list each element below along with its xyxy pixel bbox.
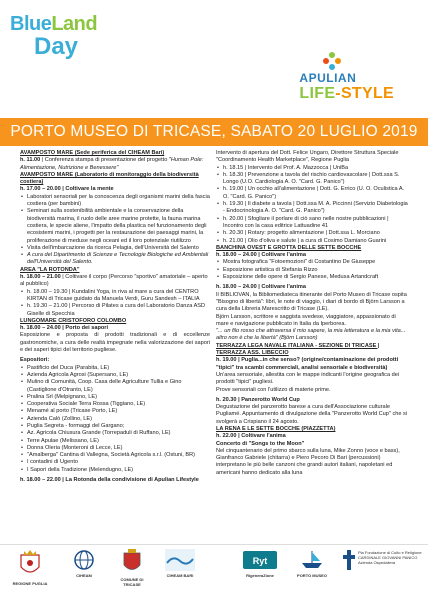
regione-label: REGIONE PUGLIA <box>12 581 48 586</box>
wave-icon <box>165 549 195 571</box>
list-item: • Esposizione artistica di Stefania Rizzo <box>216 267 408 274</box>
rigeneration-label: RigeneraZione <box>246 573 274 578</box>
list-item: • h. 19.00 | Un occhio all'alimentazione | Dott. G. Errico (U. O. Oculistica A. O. "Card. G. Panico") <box>216 186 408 201</box>
svg-text:Ryt: Ryt <box>252 556 268 566</box>
bullet-list <box>20 289 210 318</box>
list-item: • I Sapori della Tradizione (Melendugno, LE) <box>20 467 210 474</box>
exhibitors-label: Espositori: <box>20 357 50 364</box>
pia-label: Pia Fondazione di Culto e Religione CARDINALE GIOVANNI PANICO Azienda Ospedaliera <box>358 550 422 565</box>
list-item: • Laboratori sensoriali per la conoscenza degli organismi marini della fascia costiera (per bambini) <box>20 194 210 209</box>
list-item: • Seminari sulla sostenibilità ambientale e la conservazione della biodiversità marina, il ruolo delle aree marine protette, la fauna marina costiera, le specie aliene, l'impatto della plastica nel funzionamento degli ecosistemi marini, i progetti per la restaurazione dei paesaggi marini, la proliferazione di meduse negli oceani ed il loro potenziale riutilizzo <box>20 208 210 244</box>
list-item: • "Amalberga" Cantina di Vallegna, Società Agricola s.r.l. (Ostuni, BR) <box>20 452 210 459</box>
ciheam-bari-label: CIHEAM BARI <box>166 573 194 578</box>
left-column <box>20 150 210 484</box>
porto-museo-logo <box>290 549 334 578</box>
globe-icon <box>73 549 95 571</box>
section-title: AVAMPOSTO MARE (Sede periferica del CIHEAM Bari) <box>20 150 165 156</box>
flower-icon <box>321 50 343 72</box>
list-item: • Donna Oleria (Monteroni di Lecce, LE) <box>20 445 210 452</box>
apulian-lifestyle-logo <box>299 72 394 102</box>
section-title: AVAMPOSTO MARE (Laboratorio di monitoraggio della biodiversità costiera) <box>20 171 199 186</box>
ciheam-logo <box>64 549 104 578</box>
life-text: LIFE <box>299 85 336 102</box>
list-item: • Mostra fotografica "Fotoemozioni" di Costantino De Giuseppe <box>216 259 408 266</box>
boat-icon <box>299 549 325 571</box>
paragraph: h. 18.00 – 22.00 | La Rotonda della condivisione di Apulian Lifestyle <box>20 477 199 484</box>
section-title: TERRAZZA LEGA NAVALE ITALIANA - SEZIONE DI TRICASE | TERRAZZA ASS. LIBECCIO <box>216 342 380 357</box>
section-title: AREA "LA ROTONDA" <box>20 266 80 273</box>
regione-puglia-logo <box>12 549 48 586</box>
ciheam-label: CIHEAM <box>76 573 92 578</box>
right-column <box>216 150 408 477</box>
shield-icon <box>122 549 142 575</box>
logo-day: Day <box>34 33 79 60</box>
paragraph: h. 18.00 – 24.00 | Coltivare l'anima <box>216 252 306 259</box>
list-item: • Puglia Segreta - formaggi del Gargano; <box>20 423 210 430</box>
header <box>0 0 428 118</box>
ciheam-bari-logo <box>158 549 202 578</box>
talk-list <box>216 165 408 245</box>
list-item: • h. 18.15 | Intervento del Prof. A. Mazzocca | UniBa <box>216 165 408 172</box>
paragraph: Prove sensoriali con l'utilizzo di materie prime. <box>216 386 331 393</box>
coat-of-arms-icon <box>19 549 41 579</box>
paragraph: Nel cinquantenario del primo sbarco sulla luna, Mike Zonno (voce e bass), Gianfranco Gabriele (chitarra) e Piero Pecoro Di Bari (percussioni) interpretano le più belle canzoni che grandi autori italiani, napoletani ed americani hanno dedicato alla luna <box>216 447 400 476</box>
cross-icon <box>342 549 356 571</box>
program-content <box>0 150 428 542</box>
list-item: • Esposizione delle opere di Sergio Panese, Medusa Artandcraft <box>216 274 408 281</box>
paragraph: h. 22.00 | Coltivare l'anima <box>216 433 286 440</box>
list-item: • Menamé al porto (Tricase Porto, LE) <box>20 408 210 415</box>
list-item: • h. 19.30 | Il diabete a tavola | Dott.ssa M. A. Piccinni (Servizio Diabetologia - Endocrinologia A. O. "Card. G. Panico") <box>216 201 408 216</box>
bullet-list <box>216 259 408 281</box>
list-item: • h. 18.30 | Prevenzione a tavola del rischio cardiovascolare | Dott.ssa S. Longo (U.O. Cardiologia A. O. "Card. G. Panico") <box>216 172 408 187</box>
bullet-list <box>20 194 210 267</box>
list-item: • Az. Agricola Chiusura Grande (Torrepaduli di Ruffano, LE) <box>20 430 210 437</box>
list-item: • h. 20.30 | Rotary: progetto alimentazione | Dott.ssa L. Morciano <box>216 230 408 237</box>
apulian-text: APULIAN <box>299 71 357 85</box>
paragraph: h. 18.00 – 24.00 | Coltivare l'anima <box>216 284 306 291</box>
list-item: • Terre Apulae (Melissano, LE) <box>20 438 210 445</box>
section-title: LA RENA E LE SETTE BOCCHE (PIAZZETTA) <box>216 425 336 432</box>
paragraph: Degustazione del panzerotto barese a cura dell'Associazione culturale Pugliamé. Appuntamento di divulgazione della "Panzerotto World Cup" che si svolgerà a Crispiano il 24 agosto. <box>216 404 408 425</box>
list-item: • Azienda Calò (Zollino, LE) <box>20 416 210 423</box>
list-item: • Pralina Srl (Melpignano, LE) <box>20 394 210 401</box>
brand-icon <box>243 549 277 571</box>
dash-text: - <box>335 85 341 102</box>
list-item: • h. 19.30 – 21.00 | Percorso di Pilates a cura del Laboratorio Danza ASD Giselle di Specchia <box>20 303 210 318</box>
paragraph: Björn Larsson, scrittore e saggista svedese, viaggiatore, appassionato di mare e navigazione pubblicato in Italia da Iperborea. <box>216 313 396 327</box>
exhibitor-list <box>20 365 210 474</box>
list-item: • A cura del Dipartimento di Scienze e Tecnologie Biologiche ed Ambientali dell'Università del Salento. <box>20 252 210 267</box>
paragraph: h. 19.00 | Puglia...in che senso? (origine/contaminazione dei prodotti "tipici" tra scambi commerciali, analisi sensoriale e biodiversità) <box>216 357 399 371</box>
list-item: • h. 18.00 – 19.30 | Kundalini Yoga, in riva al mare a cura del CENTRO KIRTAN di Tricase guidato da Manuela Verdi, Guru Sandesh – ITALIA <box>20 289 210 304</box>
paragraph: h. 20.30 | Panzerotto World Cup <box>216 396 300 403</box>
paragraph: h. 18.00 – 21.00 | Coltivare il corpo (Percorso "sportivo" amatoriale – aperto al pubblico) <box>20 274 208 288</box>
rigeneration-logo <box>238 549 282 578</box>
pia-fondazione-logo <box>342 549 422 571</box>
style-text: STYLE <box>340 85 394 102</box>
paragraph: Un'area sensoriale, allestita con le mappe indicanti l'origine geografica dei prodotti "tipici" pugliesi. <box>216 371 400 386</box>
blue-land-day-logo <box>10 14 97 60</box>
paragraph: Esposizione e proposta di prodotti tradizionali e di eccellenze gastronomiche, a cura delle realtà impegnate nella valorizzazione dei sapori e dei saperi tipici del territorio pugliese. <box>20 332 210 354</box>
list-item: • h. 20.00 | Sfogliare il porlare di ciò sano nelle nostre pubblicazioni | Incontro con la casa editrice Lattuadine 41 <box>216 216 408 231</box>
concert-title: Concerto di "Songs to the Moon" <box>216 440 305 447</box>
list-item: • h. 21.00 | Olio d'oliva e salute | a cura di Cosimo Damiano Guarini <box>216 238 408 245</box>
porto-museo-label: PORTO MUSEO <box>297 573 327 578</box>
quote: "... un filo rosso che attraversa il mio sapere, la mia letteratura e la mia vita... altro non è che la libertà" (Björn Larsson) <box>216 328 406 342</box>
paragraph: h. 18.00 – 24.00 | Porto dei sapori <box>20 325 109 332</box>
list-item: • I contadini di Ugento <box>20 459 210 466</box>
comune-label: COMUNE DI TRICASE <box>120 577 144 587</box>
logo-land: Land <box>51 13 98 35</box>
list-item: • Azienda Agricola Agrosi (Supersano, LE) <box>20 372 210 379</box>
list-item: • Visita dell'imbarcazione da ricerca Pelagia, dell'Università del Salento <box>20 245 210 252</box>
list-item: • Mulino di Comunità, Coop. Casa delle Agriculture Tullia e Gino (Castiglione d'Otranto, LE) <box>20 379 210 394</box>
section-title: LUNGOMARE CRISTOFORO COLOMBO <box>20 317 127 324</box>
section-title: BANCHINA OVEST E GROTTA DELLE SETTE BOCCHE <box>216 244 362 251</box>
comune-logo <box>112 549 152 587</box>
logo-blue: Blue <box>10 13 52 35</box>
paragraph: Intervento di apertura del Dott. Felice Ungaro, Direttore Struttura Speciale "Coordinamento Health Marketplace", Regione Puglia <box>216 150 399 164</box>
list-item: • Cooperativa Sociale Terra Rossa (Tiggiano, LE) <box>20 401 210 408</box>
event-banner: PORTO MUSEO DI TRICASE, SABATO 20 LUGLIO 2019 <box>0 118 428 146</box>
paragraph: Il BIBLIOVAN, la Bibliomediateca itinerante del Porto Museo di Tricase ospita "Bisogno di libertà": libri, le note di viaggio, i diari di bordo di Björn Larsson a cura della Libreria Marescritto di Tricase (LE). <box>216 291 407 313</box>
paragraph: h. 11.00 | Conferenza stampa di presentazione del progetto "Human Pole: Alimentazione, Nutrizione e Benessere" <box>20 157 204 171</box>
list-item: • Pastificio del Duca (Parabita, LE) <box>20 365 210 372</box>
partner-logos <box>0 544 428 600</box>
paragraph: h. 17.00 – 20.00 | Coltivare la mente <box>20 186 114 193</box>
